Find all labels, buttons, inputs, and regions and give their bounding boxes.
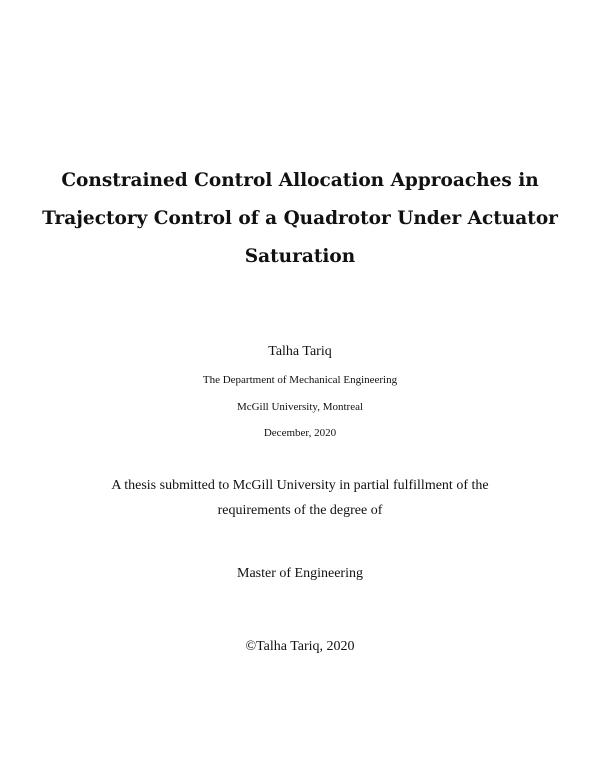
thesis-title: Constrained Control Allocation Approaches in Trajectory Control of a Quadrotor Under Actuator Saturation xyxy=(42,170,558,267)
thesis-statement-line-1: A thesis submitted to McGill University in partial fulfillment of the xyxy=(111,478,489,493)
copyright-notice: ©Talha Tariq, 2020 xyxy=(245,639,355,654)
author-name: Talha Tariq xyxy=(268,344,332,359)
degree-name: Master of Engineering xyxy=(237,566,363,581)
university: McGill University, Montreal xyxy=(236,401,364,413)
thesis-statement-line-2: requirements of the degree of xyxy=(217,503,383,518)
submission-date: December, 2020 xyxy=(263,427,337,439)
department: The Department of Mechanical Engineering xyxy=(202,374,398,386)
